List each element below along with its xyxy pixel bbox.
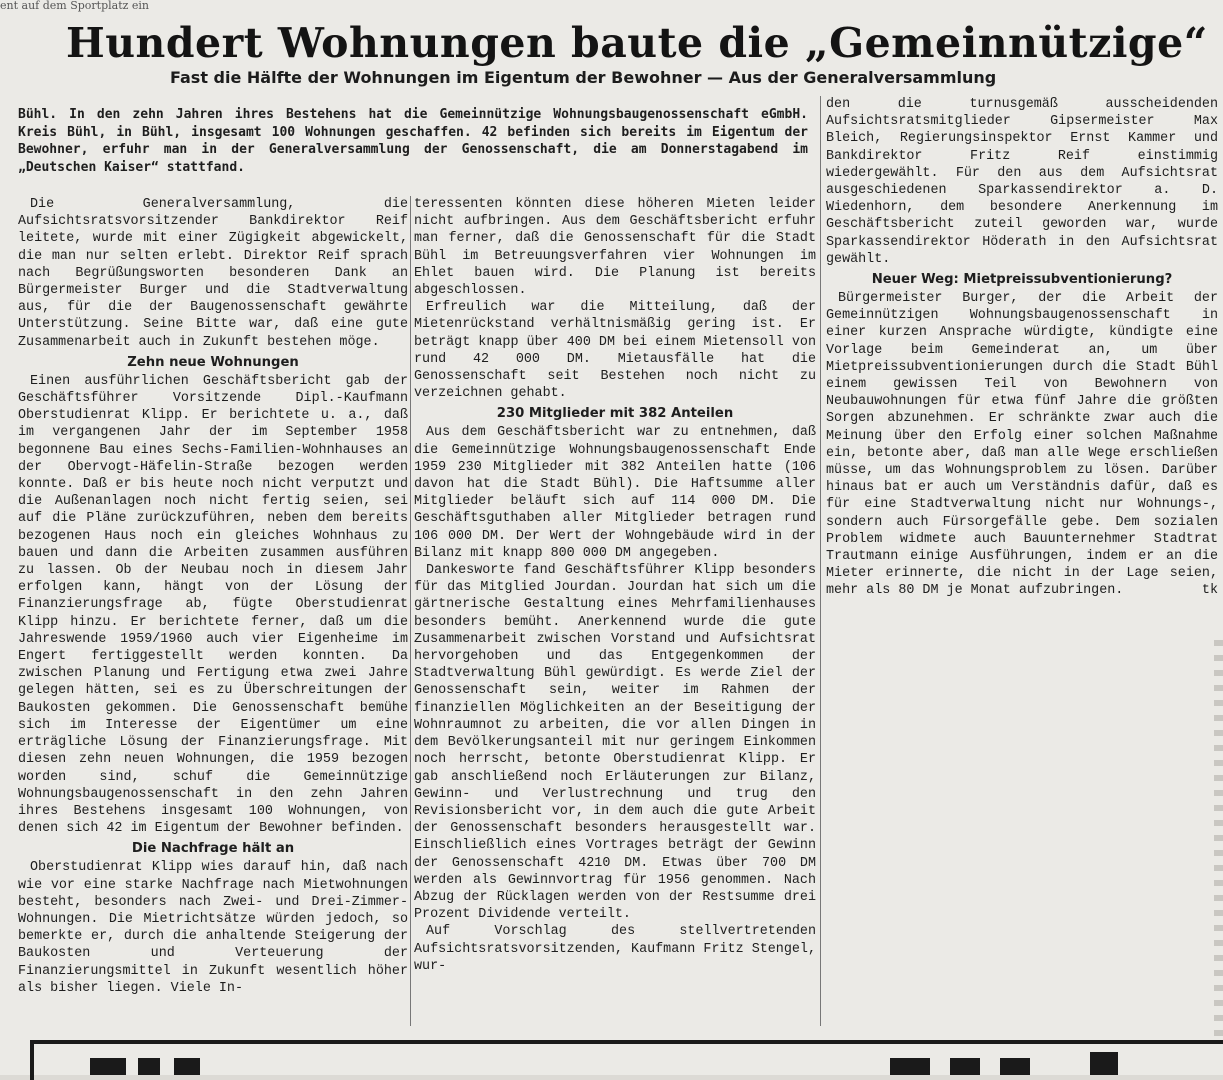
- col1-paragraph-1: Die Generalversammlung, die Aufsichtsratsvorsitzender Bankdirektor Reif leitete, wurde mit einer Zügigkeit abgewickelt, die man nur selten erlebt. Direktor Reif sprach nach Begrüßungsworten besonderen Dank an Bürgermeister Burger und die Stadtverwaltung aus, für die der Baugenossenschaft gewährte Unterstützung. Seine Bitte war, daß eine gute Zusammenarbeit auch in Zukunft bestehen möge.: [18, 197, 408, 350]
- scan-edge: [1214, 640, 1223, 1040]
- column-3: [826, 96, 1218, 600]
- subheadline: Fast die Hälfte der Wohnungen im Eigentum der Bewohner — Aus der Generalversammlung: [170, 68, 997, 87]
- column-rule-2: [820, 96, 821, 1026]
- lead-paragraph: Bühl. In den zehn Jahren ihres Bestehens hat die Gemeinnützige Wohnungsbaugenossenschaft eGmbH. Kreis Bühl, in Bühl, insgesamt 100 Wohnungen geschaffen. 42 befinden sich bereits im Eigentum der Bewohner, erfuhr man in der Generalversammlung der Genossenschaft, die am Donnerstagabend im „Deutschen Kaiser“ stattfand.: [18, 107, 808, 175]
- headline: Hundert Wohnungen baute die „Gemeinnützige“: [66, 19, 1208, 67]
- col1-paragraph-2: Einen ausführlichen Geschäftsbericht gab der Geschäftsführer Vorsitzende Dipl.-Kaufmann Oberstudienrat Klipp. Er berichtete u. a., daß im vergangenen Jahr der im September 1958 begonnene Bau eines Sechs-Familien-Wohnhauses an der Obervogt-Häfelin-Straße bezogen werden konnte. Daß er bis heute noch nicht verputzt und die Außenanlagen noch nicht fertig seien, sei auf die Pläne zurückzuführen, neben dem bereits bezogenen Haus noch ein gleiches Wohnhaus zu bauen und dann die Arbeiten zusammen ausführen zu lassen. Ob der Neubau noch in diesem Jahr erfolgen kann, hängt von der Lösung der Finanzierungsfrage ab, fügte Oberstudienrat Klipp hinzu. Er berichtete ferner, daß um die Jahreswende 1959/1960 auch vier Eigenheime im Engert fertiggestellt werden konnten. Da zwischen Planung und Fertigung etwa zwei Jahre gelegen hätten, sei es zu Überschreitungen der Baukosten gekommen. Die Genossenschaft bemühe sich im Interesse der Eigentümer um eine erträgliche Lösung der Finanzierungsfrage. Mit diesen zehn neuen Wohnungen, die 1959 bezogen worden sind, schuf die Gemeinnützige Wohnungsbaugenossenschaft in den zehn Jahren ihres Bestehens insgesamt 100 Wohnungen, von denen sich 42 im Eigentum der Bewohner befinden.: [18, 373, 408, 837]
- col3-paragraph-1: den die turnusgemäß ausscheidenden Aufsichtsratsmitglieder Gipsermeister Max Bleich, Regierungsinspektor Ernst Kammer und Bankdirektor Fritz Reif einstimmig wiedergewählt. Für den aus dem Aufsichtsrat ausgeschiedenen Sparkassendirektor a. D. Wiedenhorn, dem besondere Anerkennung im Geschäftsbericht zuteil geworden war, wurde Sparkassendirektor Höderath in den Aufsichtsrat gewählt.: [826, 97, 1218, 267]
- col1-paragraph-3: Oberstudienrat Klipp wies darauf hin, daß nach wie vor eine starke Nachfrage nach Mietwohnungen besteht, besonders nach Zwei- und Drei-Zimmer-Wohnungen. Die Mietrichtsätze würden jedoch, so bemerkte er, durch die anhaltende Steigerung der Baukosten und Verteuerung der Finanzierungsmittel in Zukunft wesentlich höher als bisher liegen. Viele In-: [18, 860, 408, 996]
- col2-paragraph-1: teressenten könnten diese höheren Mieten leider nicht aufbringen. Aus dem Geschäftsbericht erfuhr man ferner, daß die Genossenschaft für die Stadt Bühl im Betreuungsverfahren vier Wohnungen im Ehlet bauen wird. Die Planung ist bereits abgeschlossen.: [414, 197, 816, 299]
- column-1: [18, 196, 408, 997]
- col2-paragraph-5: Auf Vorschlag des stellvertretenden Aufsichtsratsvorsitzenden, Kaufmann Fritz Stengel, wur-: [414, 924, 816, 974]
- col3-paragraph-2-text: Bürgermeister Burger, der die Arbeit der Gemeinnützigen Wohnungsbaugenossenschaft in einer kurzen Ansprache würdigte, kündigte eine Vorlage beim Gemeinderat an, um über Mietpreissubventionierungen durch die Stadt Bühl einem gewissen Teil von Bewohnern von Neubauwohnungen für etwa fünf Jahre die größten Sorgen abzunehmen. Er schränkte zwar auch die Meinung über den Erfolg einer solchen Maßnahme ein, betonte aber, daß man alle Wege erschließen müsse, um das Wohnungsproblem zu lösen. Darüber hinaus bat er auch um Verständnis dafür, daß es für eine Stadtverwaltung nicht nur Wohnungs-, sondern auch Fürsorgefälle gebe. Dem sozialen Problem widmete auch Bauunternehmer Stadtrat Trautmann einige Ausführungen, indem er an die Mieter erinnerte, die nicht in der Lage seien, mehr als 80 DM je Monat aufzubringen.: [826, 291, 1218, 599]
- col2-paragraph-3: Aus dem Geschäftsbericht war zu entnehmen, daß die Gemeinnützige Wohnungsbaugenossenschaft Ende 1959 230 Mitglieder mit 382 Anteilen hatte (106 davon hat die Stadt Bühl). Die Haftsumme aller Mitglieder beläuft sich auf 114 000 DM. Die Geschäftsguthaben aller Mitglieder betragen rund 106 000 DM. Der Wert der Wohngebäude wird in der Bilanz mit knapp 800 000 DM angegeben.: [414, 425, 816, 561]
- col2-paragraph-2: Erfreulich war die Mitteilung, daß der Mietenrückstand verhältnismäßig gering ist. Er beträgt knapp über 400 DM bei einem Mietensoll von rund 42 000 DM. Mietausfälle hat die Genossenschaft seit Bestehen noch nicht zu verzeichnen gehabt.: [414, 300, 816, 402]
- previous-article-fragment: ent auf dem Sportplatz ein: [0, 0, 150, 12]
- subhead-zehn-neue-wohnungen: Zehn neue Wohnungen: [127, 354, 299, 370]
- col2-paragraph-4: Dankesworte fand Geschäftsführer Klipp besonders für das Mitglied Jourdan. Jourdan hat sich um die gärtnerische Gestaltung eines Mehrfamilienhauses besonders bemüht. Anerkennend wurde die gute Zusammenarbeit zwischen Vorstand und Aufsichtsrat hervorgehoben und das Entgegenkommen der Stadtverwaltung Bühl gewürdigt. Es werde Ziel der Genossenschaft sein, weiter im Rahmen der finanziellen Möglichkeiten an der Beseitigung der Wohnraumnot zu arbeiten, die vor allen Dingen in dem Bevölkerungsanteil mit nur geringem Einkommen noch herrscht, betonte Oberstudienrat Klipp. Er gab anschließend noch Erläuterungen zur Bilanz, Gewinn- und Verlustrechnung und trug den Revisionsbericht vor, in dem auch die gute Arbeit der Genossenschaft besonders herausgestellt war. Einschließlich eines Vortrages beträgt der Gewinn der Genossenschaft 4210 DM. Etwas über 700 DM werden als Gewinnvortrag für 1956 genommen. Nach Abzug der Rücklagen werden von der Restsumme drei Prozent Dividende verteilt.: [414, 563, 816, 923]
- next-article-headline-fragment: [90, 1052, 1190, 1075]
- subhead-mitglieder: 230 Mitglieder mit 382 Anteilen: [496, 406, 734, 422]
- subhead-mietpreissubventionierung: Neuer Weg: Mietpreissubventionierung?: [871, 272, 1173, 288]
- subhead-nachfrage: Die Nachfrage hält an: [131, 841, 295, 857]
- author-signature: tk: [1201, 583, 1218, 599]
- column-2: [414, 196, 816, 975]
- column-rule-1: [410, 196, 411, 1026]
- col3-paragraph-2: [826, 290, 1218, 600]
